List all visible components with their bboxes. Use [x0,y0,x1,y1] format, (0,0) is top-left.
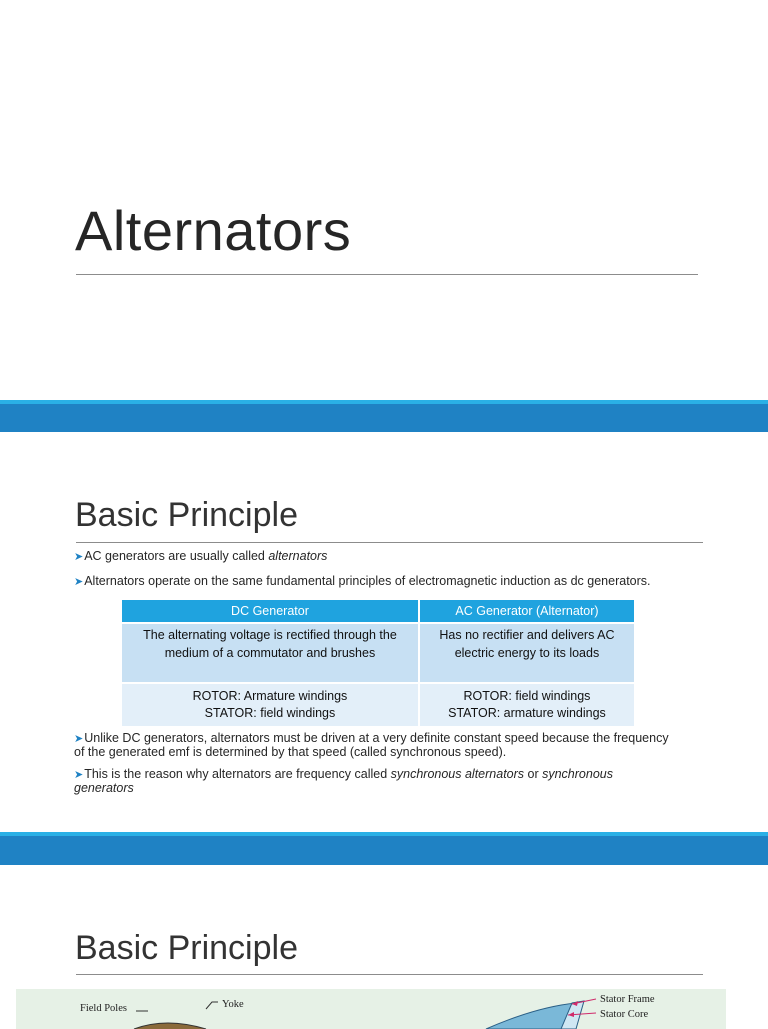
section-divider [76,974,703,975]
bullet-item: ➤Unlike DC generators, alternators must be driven at a very definite constant speed because the frequency of the generated emf is determined by that speed (called synchronous speed). [74,731,669,759]
basic-principle-slide-2 [0,865,768,1024]
slide-separator-band [0,832,768,865]
title-slide [0,0,768,400]
arrow-bullet-icon: ➤ [74,733,84,745]
title-divider [76,274,698,275]
table-header-ac: AC Generator (Alternator) [419,600,634,623]
bullet-item: ➤This is the reason why alternators are frequency called synchronous alternators or synchronous generators [74,767,613,795]
basic-principle-slide [0,432,768,832]
yoke-leader [206,1002,218,1009]
section-title: Basic Principle [75,929,298,967]
bullet-item: ➤Alternators operate on the same fundamental principles of electromagnetic induction as dc generators. [74,574,651,588]
arrow-bullet-icon: ➤ [74,769,84,781]
table-cell: Has no rectifier and delivers AC electric energy to its loads [419,623,634,683]
slide-separator-band [0,400,768,432]
section-divider [76,542,703,543]
table-cell: ROTOR: field windings STATOR: armature windings [419,683,634,726]
alternator-diagram [16,989,726,1029]
section-title: Basic Principle [75,496,298,534]
table-cell: ROTOR: Armature windings STATOR: field windings [122,683,419,726]
arrow-bullet-icon: ➤ [74,576,84,588]
bullet-item: ➤AC generators are usually called alternators [74,549,328,563]
label-yoke: Yoke [222,999,244,1010]
table-row [122,683,634,726]
comparison-table [122,600,634,726]
table-row [122,623,634,683]
arrow-bullet-icon: ➤ [74,551,84,563]
label-stator-core: Stator Core [600,1009,649,1020]
table-cell: The alternating voltage is rectified through the medium of a commutator and brushes [122,623,419,683]
label-field-poles: Field Poles [80,1003,127,1014]
label-stator-frame: Stator Frame [600,994,655,1005]
table-header-dc: DC Generator [122,600,419,623]
slide-title: Alternators [75,199,352,262]
alternator-diagram-svg [16,989,726,1029]
